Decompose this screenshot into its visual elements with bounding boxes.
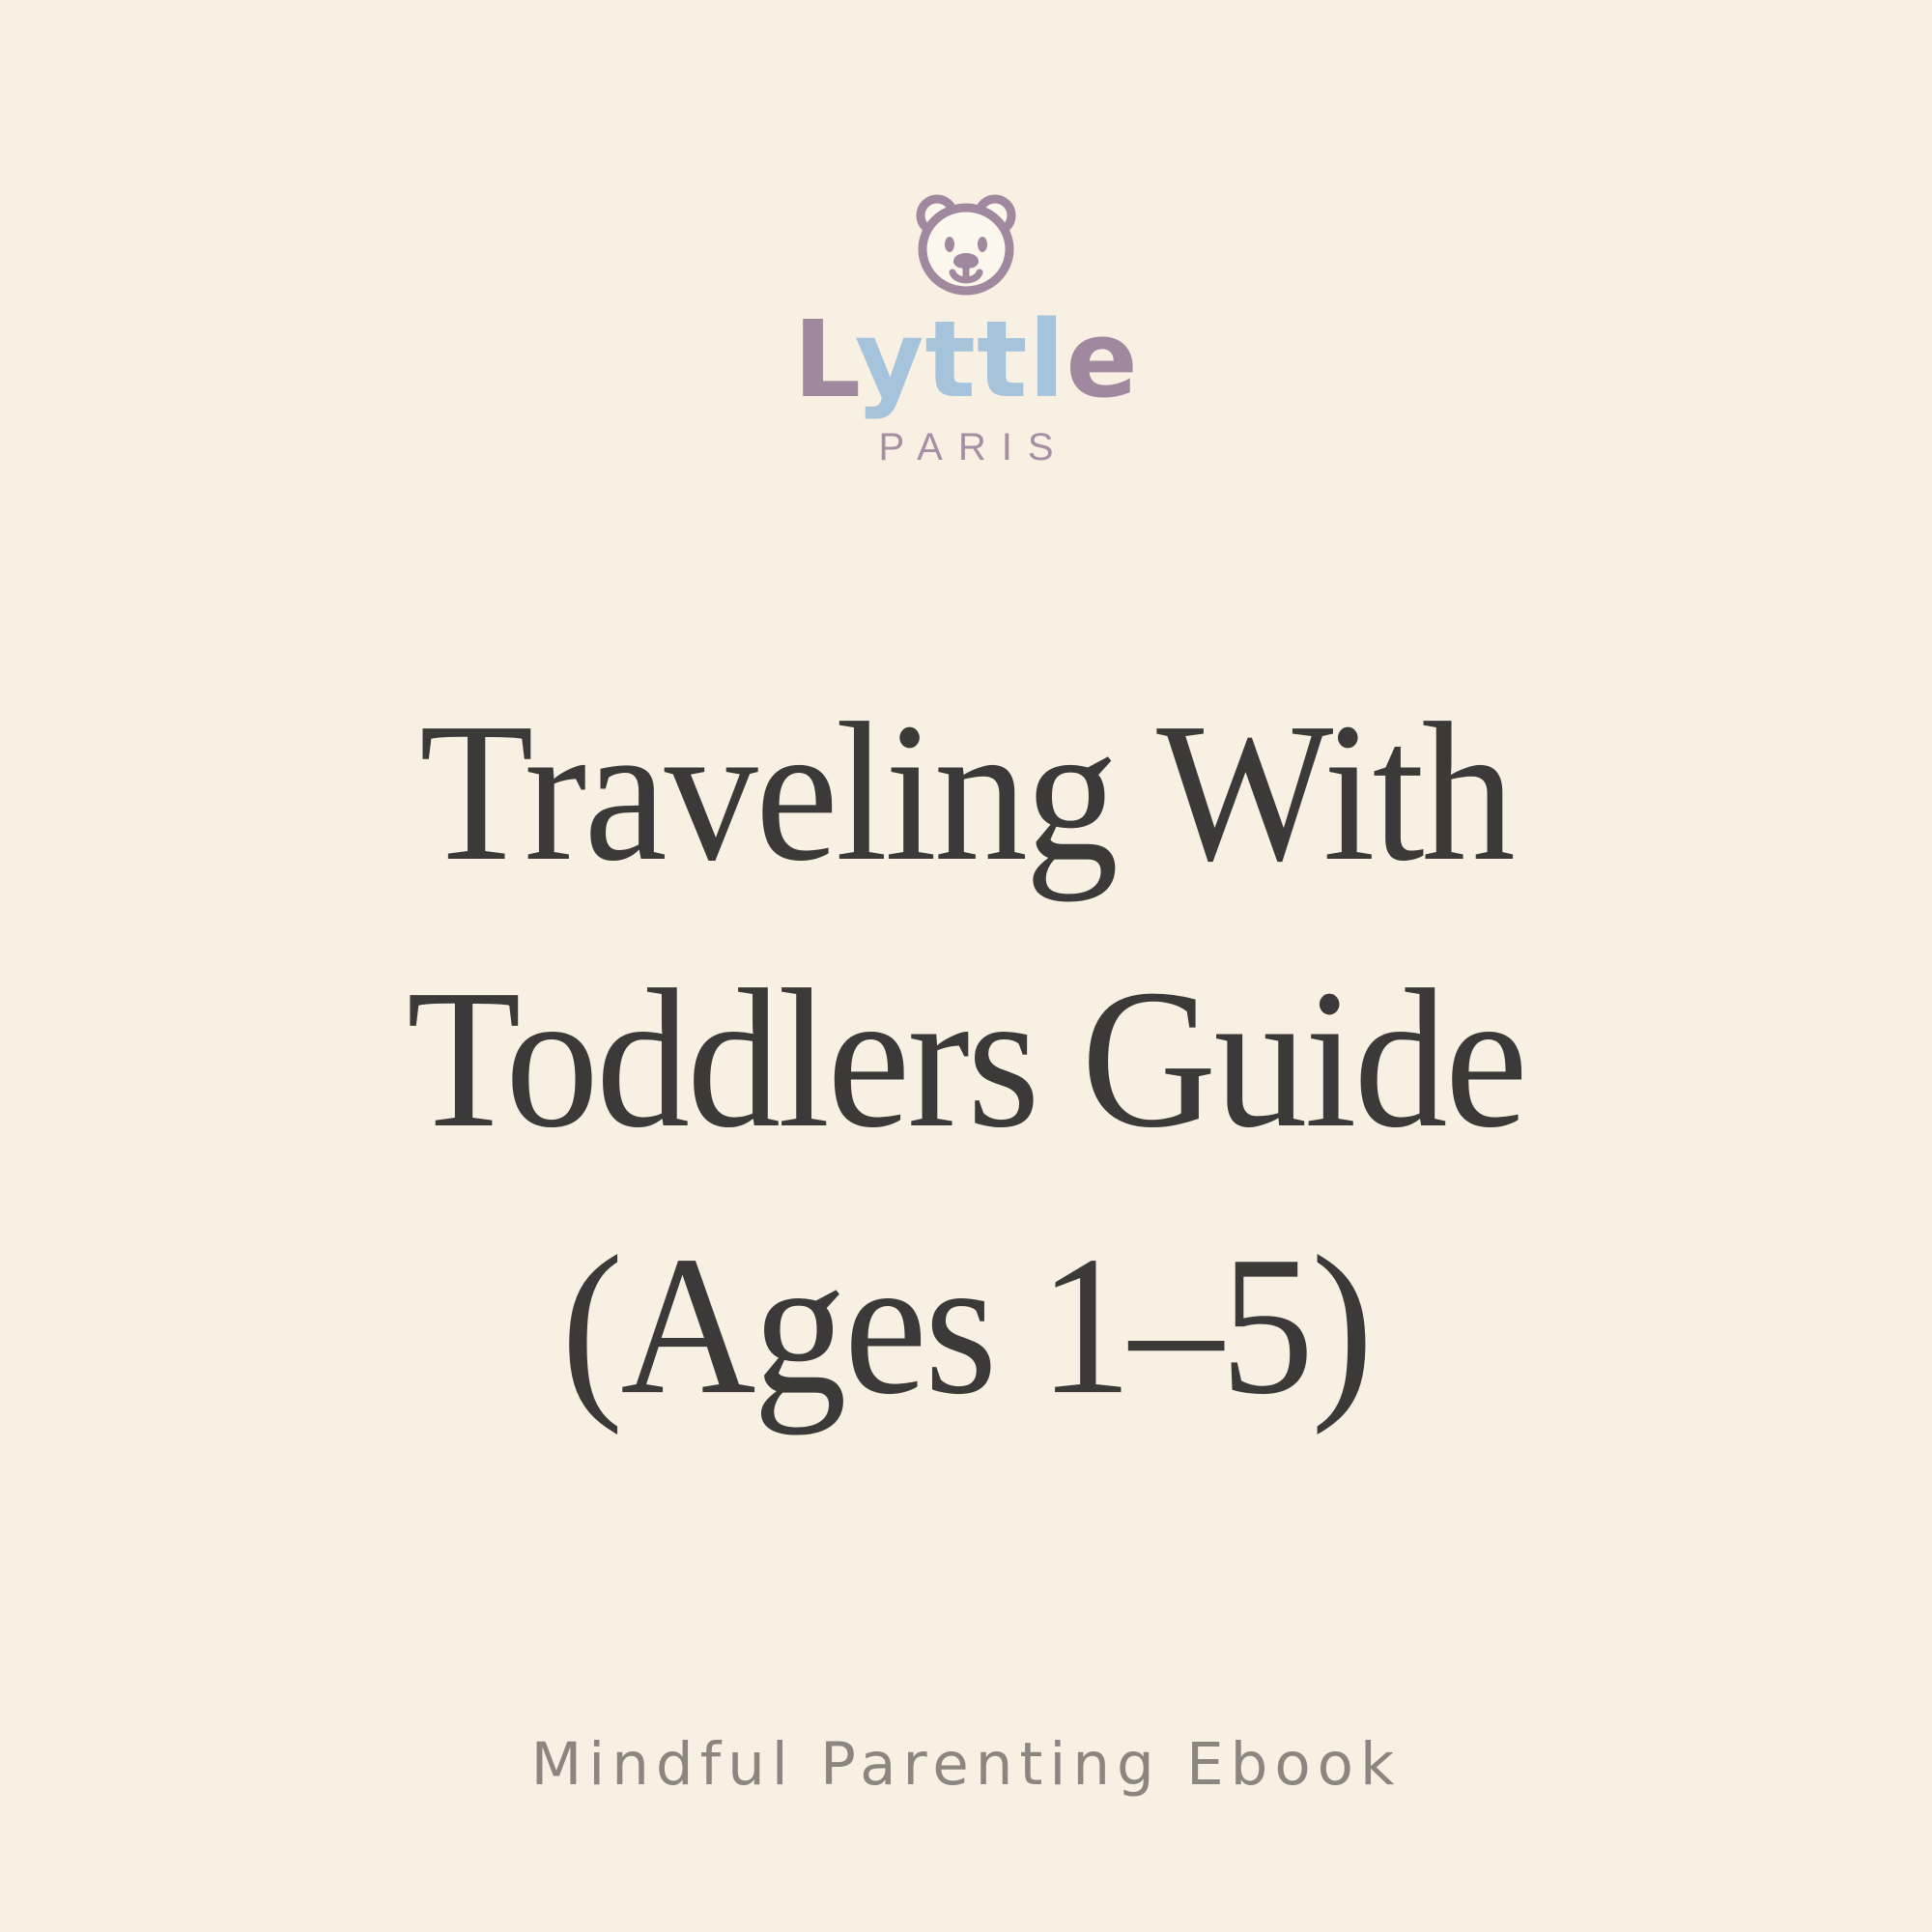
bear-right-eye — [978, 237, 987, 252]
brand-logo — [793, 189, 1139, 467]
title-line-2: Toddlers Guide — [407, 949, 1525, 1169]
page-title — [407, 660, 1525, 1460]
title-line-3: (Ages 1–5) — [560, 1215, 1372, 1435]
brand-letter-group: L — [793, 298, 855, 421]
title-line-1: Traveling With — [419, 682, 1513, 902]
subtitle-caption: Mindful Parenting Ebook — [530, 1729, 1402, 1799]
brand-tagline: PARIS — [878, 425, 1069, 469]
brand-letter-group: e — [1065, 298, 1139, 421]
bear-face-icon — [907, 189, 1025, 296]
bear-left-eye — [945, 237, 954, 252]
brand-wordmark — [793, 298, 1139, 421]
brand-letter-group: yttl — [854, 298, 1066, 421]
